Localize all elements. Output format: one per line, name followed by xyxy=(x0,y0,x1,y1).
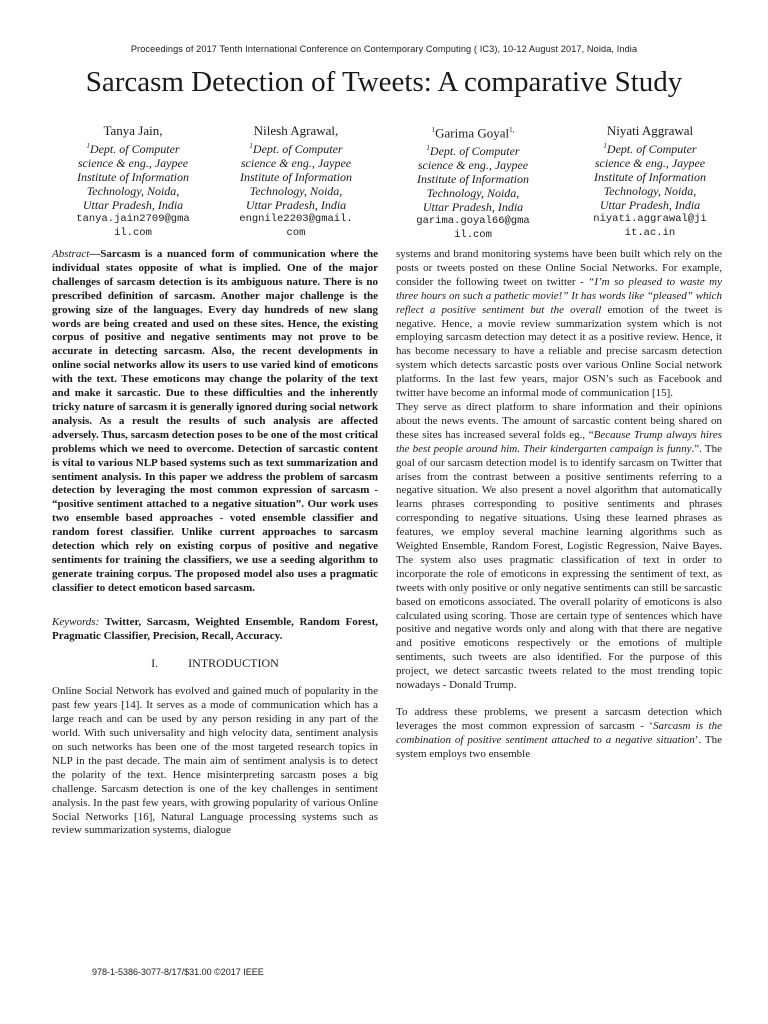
author-name: Niyati Aggrawal xyxy=(606,123,694,138)
aff-line: Technology, Noida, xyxy=(603,184,697,198)
email-line: engnile2203@gmail. xyxy=(239,213,353,225)
aff-line: Dept. of Computer xyxy=(606,142,697,156)
author-affiliation xyxy=(48,139,218,212)
aff-superscript: 1 xyxy=(603,142,607,150)
abstract xyxy=(52,248,378,596)
aff-line: Dept. of Computer xyxy=(429,144,520,159)
aff-line: Dept. of Computer xyxy=(89,142,180,156)
author-block xyxy=(211,122,381,240)
keywords xyxy=(52,616,378,644)
author-email[interactable] xyxy=(211,212,381,240)
author-block xyxy=(388,122,558,242)
aff-superscript: 1 xyxy=(426,144,430,153)
body-paragraph: Online Social Network has evolved and gained much of popularity in the past few years [14]. It serves as a mode of communication which has a large reach and can be used by any person residing in any part of the world. With such universality and high velocity data, sentiment analysis on such networks has been one of the most targeted research topics in NLP in the past decade. The main aim of sentiment analysis is to detect the polarity of the text. Hence misinterpreting sarcasm poses a big challenge. Sarcasm detection is one of the key challenges in sentiment analysis. In the past few years, with growing popularity of various Online Social Networks [16], Natural Language processing systems such as review summarization systems, dialogue xyxy=(52,685,378,837)
section-heading xyxy=(52,657,378,671)
aff-line: Dept. of Computer xyxy=(252,142,343,156)
right-column xyxy=(396,248,722,762)
copyright-footer: 978-1-5386-3077-8/17/$31.00 ©2017 IEEE xyxy=(92,967,264,977)
abstract-text: —Sarcasm is a nuanced form of communication where the individual states opposite of what is implied. One of the major challenges of sarcasm detection is its ambiguous nature. There is no prescribed definition of sarcasm. Another major challenge is the growing size of the languages. Every day hundreds of new slang words are being created and used on these sites. Hence, the existing corpus of positive and negative sentiments may not prove to be accurate in detecting sarcasm. Also, the recent developments in online social networks allow its users to use varied kind of emoticons with the text. These emoticons may change the polarity of the text and make it sarcastic. Due to these difficulties and the inherently tricky nature of sarcasm it is generally ignored during social network analysis. As a result the results of such analysis are affected adversely. Thus, sarcasm detection poses to be one of the most critical problems which we need to overcome. Detection of sarcastic content is vital to various NLP based systems such as text summarization and sentiment analysis. In this paper we address the problem of sarcasm detection by leveraging the most common expression of sarcasm - “positive sentiment attached to a negative situation”. Our work uses two ensemble based approaches - voted ensemble classifier and random forest classifier. Unlike current approaches to sarcasm detection which rely on existing corpus of positive and negative sentiments for training the classifiers, we use a seeding algorithm to generate training corpus. The proposed model also uses a pragmatic classifier to detect emoticon based sarcasm. xyxy=(52,248,378,594)
author-email[interactable] xyxy=(388,214,558,242)
aff-line: Technology, Noida, xyxy=(426,186,520,201)
email-line: il.com xyxy=(454,229,492,242)
email-line: garima.goyal66@gma xyxy=(416,215,530,228)
proceedings-header: Proceedings of 2017 Tenth International Conference on Contemporary Computing ( IC3), 10-12 August 2017, Noida, India xyxy=(130,44,638,54)
name-superscript: 1, xyxy=(509,126,515,134)
keywords-text: Twitter, Sarcasm, Weighted Ensemble, Random Forest, Pragmatic Classifier, Precision, Recall, Accuracy. xyxy=(52,615,378,642)
aff-line: Institute of Information xyxy=(594,170,706,184)
author-affiliation xyxy=(211,139,381,212)
abstract-label: Abstract xyxy=(52,248,90,260)
email-line: com xyxy=(286,227,306,239)
aff-line: science & eng., Jaypee xyxy=(417,158,529,173)
aff-line: Institute of Information xyxy=(240,170,352,184)
body-paragraph xyxy=(396,706,722,762)
aff-line: Institute of Information xyxy=(417,172,529,187)
author-block xyxy=(565,122,735,240)
author-name: Nilesh Agrawal, xyxy=(253,123,339,138)
text-run: They serve as direct platform to share information and their opinions about the news events. The amount of sarcastic content being shared on these sites has increased several folds eg., “ xyxy=(396,400,722,441)
author-affiliation xyxy=(565,139,735,212)
left-column xyxy=(52,248,378,838)
author-name xyxy=(388,122,558,141)
author-name-text: Garima Goyal xyxy=(435,125,510,141)
author-name: Tanya Jain, xyxy=(103,123,163,138)
aff-line: Uttar Pradesh, India xyxy=(82,198,184,212)
body-paragraph xyxy=(396,248,722,401)
text-run: emotion of the tweet is negative. Hence, a movie review summarization system which is not employing sarcasm detection may detect it as a positive review. Hence, it has become necessary to have a reliable and precise sarcasm detection system which detects sarcastic posts over various Online Social network platforms. In the last few years, major OSN’s such as Facebook and twitter have become an informal mode of communication [15]. xyxy=(396,303,723,400)
aff-line: science & eng., Jaypee xyxy=(77,156,189,170)
aff-superscript: 1 xyxy=(249,142,253,150)
author-email[interactable] xyxy=(48,212,218,240)
author-block xyxy=(48,122,218,240)
paper-title: Sarcasm Detection of Tweets: A comparative Study xyxy=(85,66,683,98)
name-superscript: 1 xyxy=(431,126,436,134)
section-title: INTRODUCTION xyxy=(188,656,279,671)
quoted-definition: Sarcasm is the combination of positive sentiment attached to a negative situation xyxy=(396,719,722,746)
quoted-tweet: “I’m so pleased to waste my three hours on such a pathetic movie!” It has words like “pleased” which reflect a positive sentiment but the overall xyxy=(396,275,722,316)
text-run: systems and brand monitoring systems have been built which rely on the posts or tweets posted on these Online Social Networks. For example, consider the following tweet on twitter - xyxy=(396,248,722,288)
keywords-label: Keywords: xyxy=(52,615,100,628)
section-number: I. xyxy=(151,656,159,671)
aff-line: science & eng., Jaypee xyxy=(594,156,706,170)
aff-superscript: 1 xyxy=(86,142,90,150)
aff-line: Technology, Noida, xyxy=(86,184,180,198)
email-line: il.com xyxy=(114,227,152,239)
aff-line: Uttar Pradesh, India xyxy=(599,198,701,212)
email-line: niyati.aggrawal@ji xyxy=(593,213,707,225)
email-line: tanya.jain2709@gma xyxy=(76,213,190,225)
aff-line: Uttar Pradesh, India xyxy=(422,200,524,215)
quoted-tweet: Because Trump always hires the best people around him. Their kindergarten campaign is funny xyxy=(396,428,723,455)
text-run: ’. The system employs two ensemble xyxy=(396,733,722,760)
text-run: To address these problems, we present a sarcasm detection which leverages the most common expression of sarcasm - ‘ xyxy=(396,706,722,732)
author-email[interactable] xyxy=(565,212,735,240)
aff-line: Institute of Information xyxy=(77,170,189,184)
aff-line: Uttar Pradesh, India xyxy=(245,198,347,212)
aff-line: science & eng., Jaypee xyxy=(240,156,352,170)
aff-line: Technology, Noida, xyxy=(249,184,343,198)
text-run: .”. The goal of our sarcasm detection model is to identify sarcasm on Twitter that arises from the contrast between a positive sentiments referring to a negative situation. We also present a novel algorithm that automatically learns phrases corresponding to positive sentiments and phrases corresponding to negative situations. Using these learned phrases as features, we employ several machine learning algorithms such as Weighted Ensemble, Random Forest, Logistic Regression, Naive Bayes. The system also uses pragmatic classification of text in order to incorporate the role of emoticons in expressing the sentiment of text, as tweets with only positive or only negative sentiments can still be sarcastic based on emoticons associated. The overall polarity of emoticons is also calculated using scoring. Those are certain type of sentences which have positive and negative words only and along with that there are negative and positive emoticons respectively or the emotions of multiple sentiments, such tweets are also identified. For the purpose of this project, we detect sarcastic tweets related to the most trending topic nowadays - Donald Trump. xyxy=(396,442,722,692)
email-line: it.ac.in xyxy=(624,227,676,239)
body-paragraph xyxy=(396,401,722,693)
author-affiliation xyxy=(388,141,558,214)
